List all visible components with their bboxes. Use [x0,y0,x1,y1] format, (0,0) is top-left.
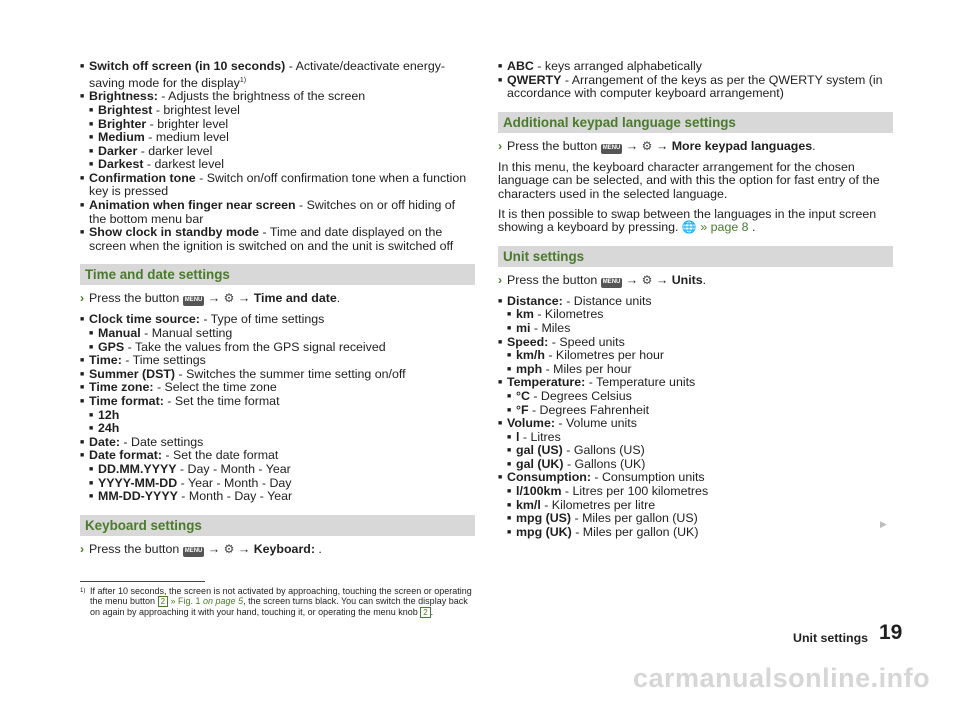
list-item: ■ Animation when finger near screen - Switches on or off hiding of the bottom menu bar [80,199,475,226]
list-item: ■ 24h [89,422,475,436]
menu-button-icon: MENU [601,144,623,154]
list-item: ■ Time zone: - Select the time zone [80,381,475,395]
consumption-sublist [507,485,893,539]
list-item: ■ DD.MM.YYYY - Day - Month - Year [89,463,475,477]
distance-sublist [507,308,893,335]
section-heading-unit: Unit settings [498,246,893,267]
globe-icon: 🌐 [681,220,697,235]
footnote-ref[interactable]: 1) [239,76,247,84]
page-number: 19 [879,621,903,644]
list-item: ■ Summer (DST) - Switches the summer time setting on/off [80,368,475,382]
section-heading-additional-keypad: Additional keypad language settings [498,112,893,133]
page-reference-link[interactable]: on page 5 [200,596,244,606]
paragraph: In this menu, the keyboard character arrangement for the chosen language can be selected, and with this the option for fast entry of the characters used in the selected language. [498,159,880,201]
chevron-right-icon: › [498,272,503,287]
list-item: ■ ABC - keys arranged alphabetically [498,60,893,74]
list-item: ■ Volume: - Volume units ■ l - Litres ■ gal (US) - Gallons (US) ■ gal (UK) - Gallons (UK) [498,417,893,471]
brightness-sublist [89,104,475,172]
temperature-sublist [507,390,893,417]
chevron-right-icon: › [80,541,85,556]
chevron-right-icon: › [498,138,503,153]
instruction-step: › Press the button MENU → ⚙ → Units. [498,272,707,287]
list-item: ■ Darkest - darkest level [89,158,475,172]
unit-settings-list [498,295,893,540]
list-item: ■ km - Kilometres [507,308,893,322]
right-column [498,60,893,539]
footnote-divider [80,581,205,582]
list-item: ■ gal (UK) - Gallons (UK) [507,458,893,472]
left-column [80,60,475,564]
footnote-mark: 1) [80,588,86,594]
instruction-step: › Press the button MENU → ⚙ → Time and date. [80,291,341,306]
list-item: ■ Confirmation tone - Switch on/off confirmation tone when a function key is pressed [80,172,475,199]
list-item: ■ °F - Degrees Fahrenheit [507,404,893,418]
page-reference-link[interactable]: » page 8 [700,220,749,235]
continue-arrow-icon: ▶ [880,519,887,529]
list-item: ■ Time: - Time settings [80,354,475,368]
list-item: ■ gal (US) - Gallons (US) [507,444,893,458]
list-item: ■ km/h - Kilometres per hour [507,349,893,363]
footer-section-title: Unit settings [793,631,869,645]
menu-key-badge: 2 [420,607,430,618]
menu-key-badge: 2 [158,596,168,607]
settings-icon: ⚙ [223,291,235,306]
instruction-step: › Press the button MENU → ⚙ → Keyboard: . [80,541,322,556]
list-item: ■ GPS - Take the values from the GPS signal received [89,341,475,355]
list-item: ■ Temperature: - Temperature units ■ °C - Degrees Celsius ■ °F - Degrees Fahrenheit [498,376,893,417]
menu-button-icon: MENU [183,547,205,557]
paragraph: It is then possible to swap between the languages in the input screen showing a keyboard by pressing. 🌐 » page 8 . [498,206,877,235]
list-item: ■ l - Litres [507,431,893,445]
list-item: ■ Manual - Manual setting [89,327,475,341]
menu-button-icon: MENU [183,296,205,306]
list-item: ■ QWERTY - Arrangement of the keys as per the QWERTY system (in accordance with computer keyboard arrangement) [498,74,893,101]
list-item: ■ Brighter - brighter level [89,118,475,132]
list-item: ■ mph - Miles per hour [507,363,893,377]
date-format-sublist [89,463,475,504]
speed-sublist [507,349,893,376]
time-format-sublist [89,409,475,436]
list-item: ■ l/100km - Litres per 100 kilometres [507,485,893,499]
list-item: ■ Speed: - Speed units ■ km/h - Kilometres per hour ■ mph - Miles per hour [498,336,893,377]
figure-reference-link[interactable]: » Fig. 1 [168,596,201,606]
list-item: ■ Brightness: - Adjusts the brightness of the screen ■ Brightest - brightest level ■ Brighter - brighter level ■ Medium - medium level ■ Darker - darker level ■ Darkest - darkest level [80,90,475,172]
section-heading-time-date: Time and date settings [80,264,475,285]
list-item: ■ Clock time source: - Type of time settings ■ Manual - Manual setting ■ GPS - Take the values from the GPS signal received [80,313,475,354]
list-item: ■ 12h [89,409,475,423]
list-item: ■ YYYY-MM-DD - Year - Month - Day [89,477,475,491]
list-item: ■ MM-DD-YYYY - Month - Day - Year [89,490,475,504]
list-item: ■ Switch off screen (in 10 seconds) - Activate/deactivate energy-saving mode for the display$^{1)}$ [80,60,475,90]
list-item: ■ Date: - Date settings [80,436,475,450]
list-item: ■ Brightest - brightest level [89,104,475,118]
instruction-step: › Press the button MENU → ⚙ → More keypad languages. [498,138,816,153]
volume-sublist [507,431,893,472]
settings-icon: ⚙ [641,272,653,287]
list-item: ■ Consumption: - Consumption units ■ l/100km - Litres per 100 kilometres ■ km/l - Kilometres per litre ■ mpg (US) - Miles per gallon (US) ■ mpg (UK) - Miles per gallon (UK) [498,471,893,539]
list-item: ■ mpg (US) - Miles per gallon (US) [507,512,893,526]
clock-source-sublist [89,327,475,354]
time-settings-list [80,313,475,503]
menu-button-icon: MENU [601,278,623,288]
display-settings-list [80,60,475,253]
list-item: ■ Show clock in standby mode - Time and date displayed on the screen when the ignition is switched on and the unit is switched off [80,226,475,253]
list-item: ■ Date format: - Set the date format ■ DD.MM.YYYY - Day - Month - Year ■ YYYY-MM-DD - Year - Month - Day ■ MM-DD-YYYY - Month - Day - Year [80,449,475,503]
list-item: ■ °C - Degrees Celsius [507,390,893,404]
list-item: ■ Medium - medium level [89,131,475,145]
list-item: ■ Darker - darker level [89,145,475,159]
footnote: 1) If after 10 seconds, the screen is not activated by approaching, touching the screen or operating the menu button 2 » Fig. 1 on page 5, the screen turns black. You can switch the display back on again by approaching it with your hand, touching it, or operating the menu knob 2 . [80,586,472,617]
section-heading-keyboard: Keyboard settings [80,515,475,536]
list-item: ■ Time format: - Set the time format ■ 12h ■ 24h [80,395,475,436]
keyboard-layout-list [498,60,893,101]
settings-icon: ⚙ [223,541,235,556]
list-item: ■ mpg (UK) - Miles per gallon (UK) [507,526,893,540]
settings-icon: ⚙ [641,138,653,153]
list-item: ■ Distance: - Distance units ■ km - Kilometres ■ mi - Miles [498,295,893,336]
list-item: ■ km/l - Kilometres per litre [507,499,893,513]
watermark: carmanualsonline.info [633,663,931,693]
chevron-right-icon: › [80,291,85,306]
list-item: ■ mi - Miles [507,322,893,336]
